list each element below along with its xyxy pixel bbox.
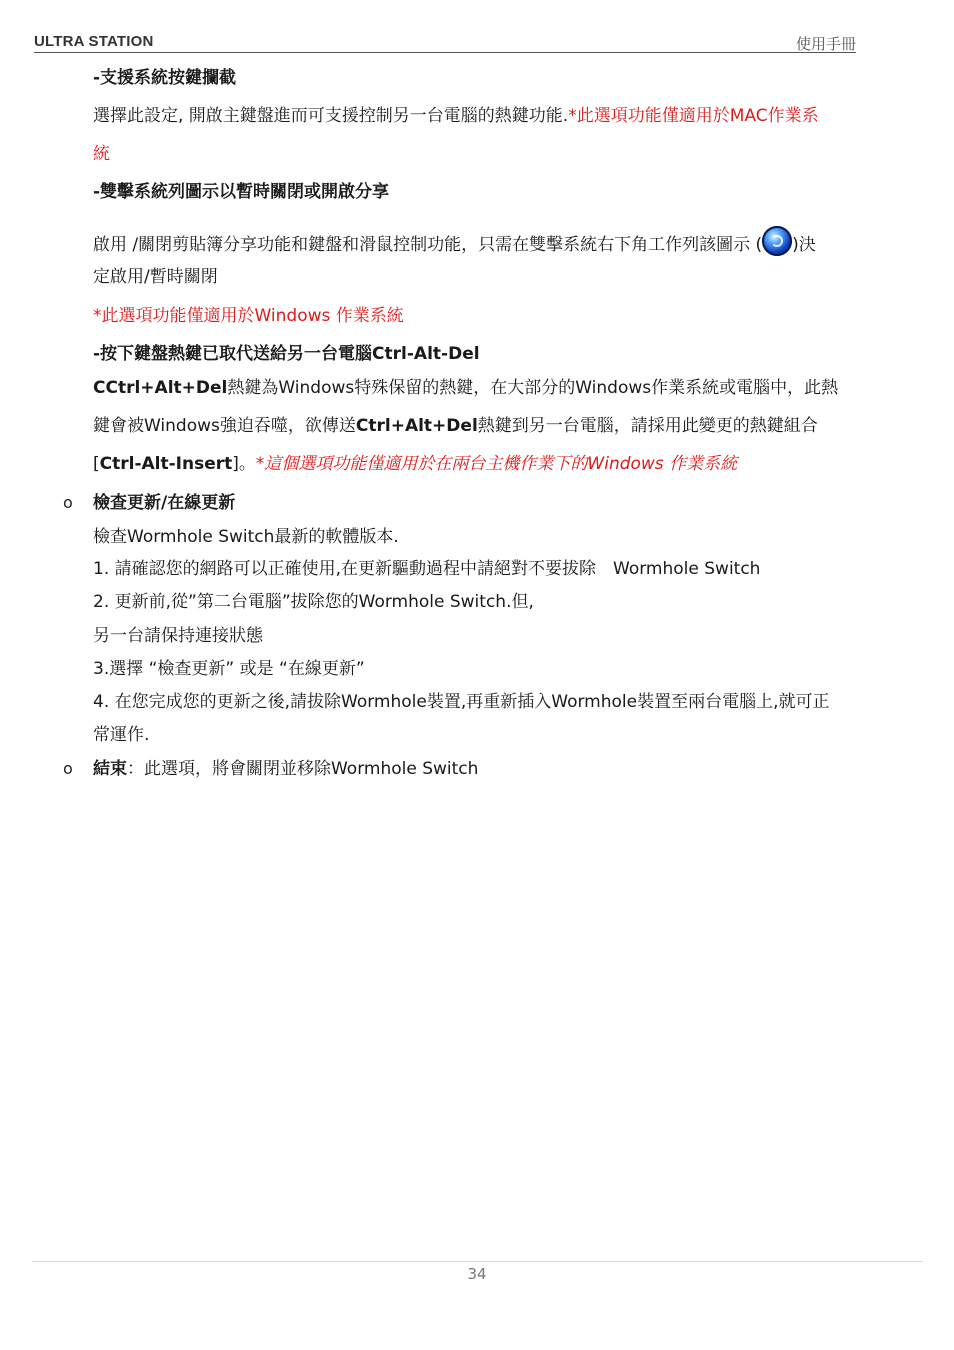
bullet-marker: o [63,493,73,512]
ctrl-alt-del-desc-line2 [93,414,818,438]
footer-divider [32,1261,923,1262]
section-title-hotkey-support: -支援系統按鍵攔截 [93,68,237,88]
update-line-0: 檢查Wormhole Switch最新的軟體版本. [93,527,399,547]
exit-desc: ：此選項，將會關閉並移除Wormhole Switch [127,759,479,779]
update-line-2: 2. 更新前,從”第二台電腦”拔除您的Wormhole Switch.但, [93,592,534,612]
bullet-marker: o [63,759,73,778]
ctrl-alt-del-text-1: 熱鍵為Windows特殊保留的熱鍵，在大部分的Windows作業系統或電腦中，此熱 [227,378,839,398]
tray-icon-desc-text: 啟用 /關閉剪貼簿分享功能和鍵盤和滑鼠控制功能，只需在雙擊系統右下角工作列該圖示 ( [93,235,763,255]
tray-icon-desc-line1 [93,226,816,257]
page-header [34,33,856,53]
section-title-tray-icon: -雙擊系統列圖示以暫時關閉或開啟分享 [93,182,390,202]
ctrl-alt-del-desc-line1 [93,376,838,400]
page-number: 34 [467,1265,487,1283]
hotkey-support-note-line2: 統 [93,144,110,164]
tray-icon-note: *此選項功能僅適用於Windows 作業系統 [93,306,404,326]
ctrl-alt-insert-open: [ [93,454,100,474]
update-title-text: 檢查更新/在線更新 [93,493,236,513]
section-exit [63,757,479,781]
wormhole-tray-icon [762,226,792,256]
hotkey-support-desc-line1 [93,104,819,128]
ctrl-alt-del-desc-line3 [93,452,737,476]
header-manual-title: 使用手冊 [795,35,856,53]
update-line-6: 常運作. [93,725,150,745]
hotkey-support-note: *此選項功能僅適用於MAC作業系 [568,106,819,126]
ctrl-alt-del-key-1: CCtrl+Alt+Del [93,378,228,398]
ctrl-alt-insert-close: ]。 [232,454,256,474]
update-line-4: 3.選擇 “檢查更新” 或是 “在線更新” [93,659,365,679]
header-brand: ULTRA STATION [34,33,154,50]
update-line-3: 另一台請保持連接狀態 [93,626,263,646]
hotkey-support-desc-text: 選擇此設定, 開啟主鍵盤進而可支援控制另一台電腦的熱鍵功能. [93,106,569,126]
exit-title: 結束 [93,759,127,779]
tray-icon-desc-line2: 定啟用/暫時關閉 [93,267,218,287]
tray-icon-desc-after: )決 [792,235,816,255]
ctrl-alt-del-text-2b: 熱鍵到另一台電腦，請採用此變更的熱鍵組合 [477,416,818,436]
section-title-update [63,491,236,515]
update-line-1: 1. 請確認您的網路可以正確使用,在更新驅動過程中請絕對不要拔除 Wormhole Switch [93,559,761,579]
section-title-ctrl-alt-del: -按下鍵盤熱鍵已取代送給另一台電腦Ctrl-Alt-Del [93,344,480,364]
ctrl-alt-del-key-2: Ctrl+Alt+Del [355,416,478,436]
ctrl-alt-insert-key: Ctrl-Alt-Insert [99,454,233,474]
update-line-5: 4. 在您完成您的更新之後,請拔除Wormhole裝置,再重新插入Wormhole裝置至兩台電腦上,就可正 [93,692,830,712]
ctrl-alt-insert-note: *這個選項功能僅適用於在兩台主機作業下的Windows 作業系統 [255,454,738,474]
ctrl-alt-del-text-2a: 鍵會被Windows強迫吞噬，欲傳送 [93,416,356,436]
